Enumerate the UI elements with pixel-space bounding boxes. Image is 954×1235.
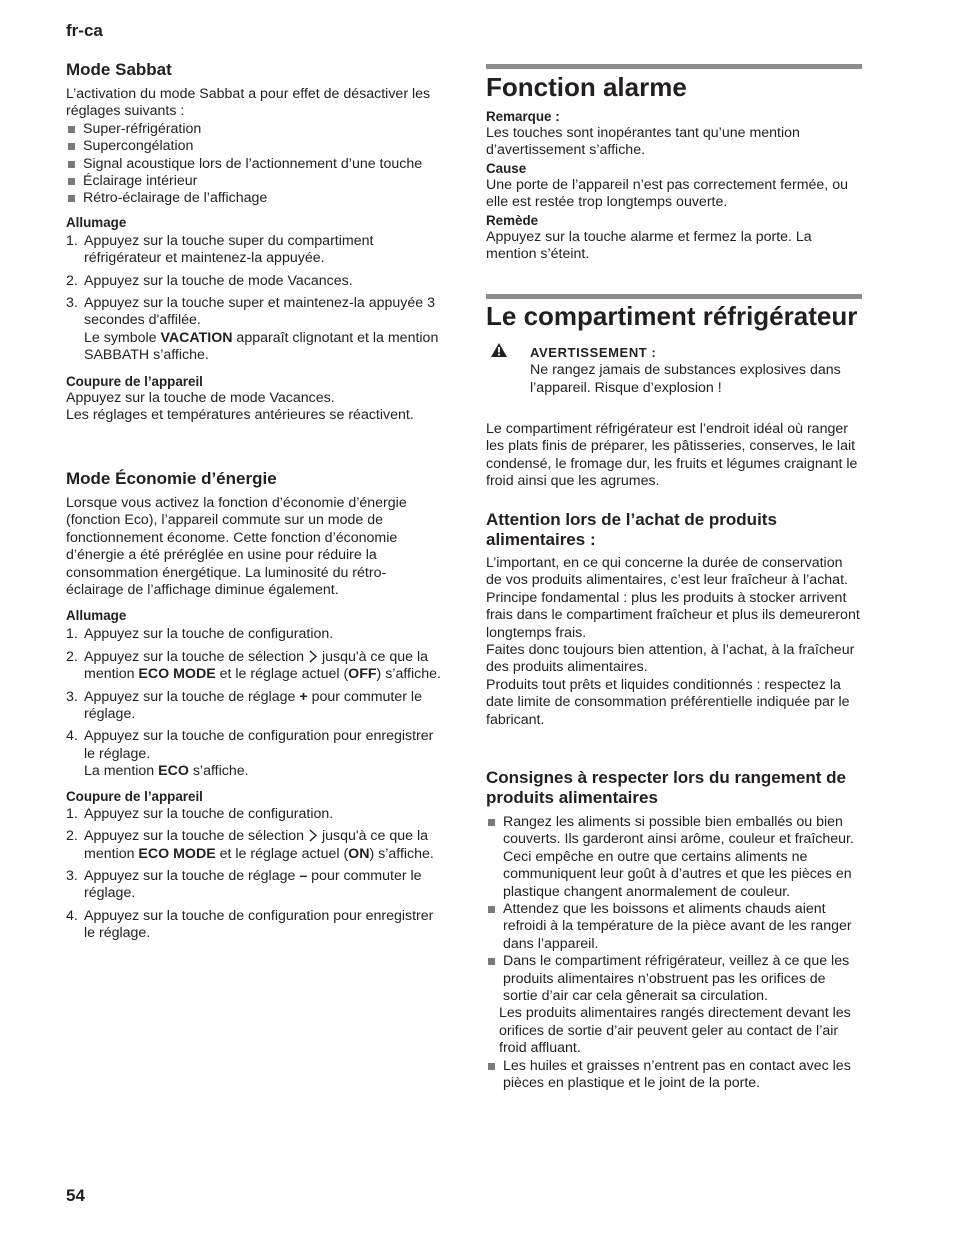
page-number: 54 <box>66 1186 85 1205</box>
bullet-icon <box>68 126 75 133</box>
chevron-right-icon <box>308 829 318 842</box>
bullet-icon <box>488 906 495 913</box>
bullet-icon <box>488 1063 495 1070</box>
list-item: 2. Appuyez sur la touche de mode Vacances. <box>66 272 353 289</box>
list-item: 3. Appuyez sur la touche super et maintenez-la appuyée 3 secondes d'affilée. <box>66 295 435 329</box>
warning-icon <box>490 342 508 358</box>
bullet-icon <box>68 143 75 150</box>
remarque-text: Les touches sont inopérantes tant qu’une mention d’avertissement s’affiche. <box>486 125 800 159</box>
language-tag: fr-ca <box>66 21 103 40</box>
bullet-icon <box>488 819 495 826</box>
refrig-intro-block <box>486 421 862 491</box>
list-item: 1. Appuyez sur la touche de configuration. <box>66 805 334 822</box>
consignes-title: Consignes à respecter lors du rangement de produits alimentaires <box>486 768 846 807</box>
sabbat-coupure-title: Coupure de l’appareil <box>66 373 203 389</box>
achat-section <box>486 555 862 729</box>
eco-allumage-title: Allumage <box>66 608 127 624</box>
remarque-title: Remarque : <box>486 109 560 124</box>
list-item: 2. Appuyez sur la touche de sélection jusqu'à ce que la mention ECO MODE et le réglage actuel (OFF) s’affiche. <box>66 648 441 683</box>
sabbat-intro: L’activation du mode Sabbat a pour effet de désactiver les réglages suivants : <box>66 86 431 120</box>
sabbat-allumage-title: Allumage <box>66 214 127 230</box>
sabbat-step3-note: Le symbole VACATION apparaît clignotant et la mention SABBATH s’affiche. <box>84 329 439 364</box>
section-rule <box>486 64 862 69</box>
list-item: Rangez les aliments si possible bien emballés ou bien couverts. Ils garderont ainsi arôme, couleur et fraîcheur. Ceci empêche en outre que certains aliments ne communiquent leur goût à d’autres et que les pièces en plastique changent anormalement de couleur. <box>486 814 862 901</box>
eco-title: Mode Économie d’énergie <box>66 469 277 488</box>
achat-p3: Faites donc toujours bien attention, à l’achat, à la fraîcheur des produits alimentaires. <box>486 642 855 676</box>
list-item: Supercongélation <box>66 138 446 155</box>
list-item: 1. Appuyez sur la touche de configuration. <box>66 626 334 643</box>
refrig-intro: Le compartiment réfrigérateur est l’endroit idéal où ranger les plats finis de préparer, les pâtisseries, conserves, le lait condensé, le fromage dur, les fruits et légumes craignant le froid ainsi que les agrumes. <box>486 421 858 490</box>
bullet-icon <box>68 161 75 168</box>
chevron-right-icon <box>308 650 318 663</box>
consignes-note: Les produits alimentaires rangés directement devant les orifices de sortie d’air peuvent geler au contact de l’air froid affluant. <box>499 1005 851 1057</box>
alarme-section <box>486 108 862 263</box>
achat-p2: Principe fondamental : plus les produits à stocker arrivent frais dans le compartiment fraîcheur et plus ils demeureront longtemps frais. <box>486 589 860 641</box>
alarme-title: Fonction alarme <box>486 72 687 102</box>
list-item: Dans le compartiment réfrigérateur, veillez à ce que les produits alimentaires n’obstruent pas les orifices de sortie d’air car cela gênerait sa circulation. <box>486 953 862 1005</box>
remede-text: Appuyez sur la touche alarme et fermez la porte. La mention s’éteint. <box>486 228 812 263</box>
sabbat-coupure-line1: Appuyez sur la touche de mode Vacances. <box>66 389 335 406</box>
cause-title: Cause <box>486 160 527 176</box>
list-item: Signal acoustique lors de l’actionnement d’une touche <box>66 156 446 173</box>
list-item: 2. Appuyez sur la touche de sélection jusqu'à ce que la mention ECO MODE et le réglage actuel (ON) s’affiche. <box>66 828 434 862</box>
achat-p1: L’important, en ce qui concerne la durée de conservation de vos produits alimentaires, c’est leur fraîcheur à l’achat. <box>486 555 848 589</box>
list-item: Attendez que les boissons et aliments chauds aient refroidi à la température de la pièce avant de les ranger dans l’appareil. <box>486 901 862 953</box>
achat-title: Attention lors de l’achat de produits alimentaires : <box>486 510 777 549</box>
consignes-list <box>486 814 862 1005</box>
eco-allumage-steps <box>66 626 442 763</box>
sabbat-allumage-steps <box>66 233 446 330</box>
sabbat-coupure-line2: Les réglages et températures antérieures se réactivent. <box>66 407 414 424</box>
sabbat-title: Mode Sabbat <box>66 60 172 79</box>
list-item: 1. Appuyez sur la touche super du compartiment réfrigérateur et maintenez-la appuyée. <box>66 232 374 267</box>
list-item: Rétro-éclairage de l’affichage <box>66 190 446 207</box>
warning-title: AVERTISSEMENT : <box>530 345 657 360</box>
list-item: Les huiles et graisses n’entrent pas en contact avec les pièces en plastique et le joint de la porte. <box>486 1058 862 1093</box>
remede-title: Remède <box>486 212 539 228</box>
list-item: 4. Appuyez sur la touche de configuration pour enregistrer le réglage. <box>66 728 434 762</box>
consignes-section <box>486 814 862 1093</box>
warning-text: Ne rangez jamais de substances explosives dans l’appareil. Risque d’explosion ! <box>530 362 841 396</box>
warning-block <box>530 344 850 397</box>
list-item: 4. Appuyez sur la touche de configuration pour enregistrer le réglage. <box>66 907 434 942</box>
section-rule <box>486 294 862 299</box>
list-item: Super-réfrigération <box>66 121 446 138</box>
eco-section <box>66 495 442 943</box>
sabbat-section <box>66 86 446 425</box>
bullet-icon <box>68 195 75 202</box>
refrig-title: Le compartiment réfrigérateur <box>486 301 858 331</box>
achat-p4: Produits tout prêts et liquides conditionnés : respectez la date limite de consommation préférentielle indiquée par le fabricant. <box>486 676 850 728</box>
bullet-icon <box>488 958 495 965</box>
consignes-list-cont <box>486 1058 862 1093</box>
sabbat-disabled-list <box>66 121 446 208</box>
eco-coupure-steps <box>66 806 442 943</box>
bullet-icon <box>68 178 75 185</box>
eco-coupure-title: Coupure de l’appareil <box>66 788 203 804</box>
cause-text: Une porte de l’appareil n’est pas correctement fermée, ou elle est restée trop longtemps ouverte. <box>486 176 848 211</box>
list-item: 3. Appuyez sur la touche de réglage + pour commuter le réglage. <box>66 688 422 723</box>
eco-intro: Lorsque vous activez la fonction d’économie d’énergie (fonction Eco), l’appareil commute sur un mode de fonctionnement économe. Cette fonction d’économie d’énergie a été préréglée en usine pour réduire la consommation énergétique. La luminosité du rétro-éclairage de l’affichage diminue également. <box>66 495 407 599</box>
eco-step4-note: La mention ECO s’affiche. <box>84 763 249 780</box>
list-item: 3. Appuyez sur la touche de réglage – pour commuter le réglage. <box>66 867 422 902</box>
list-item: Éclairage intérieur <box>66 173 446 190</box>
